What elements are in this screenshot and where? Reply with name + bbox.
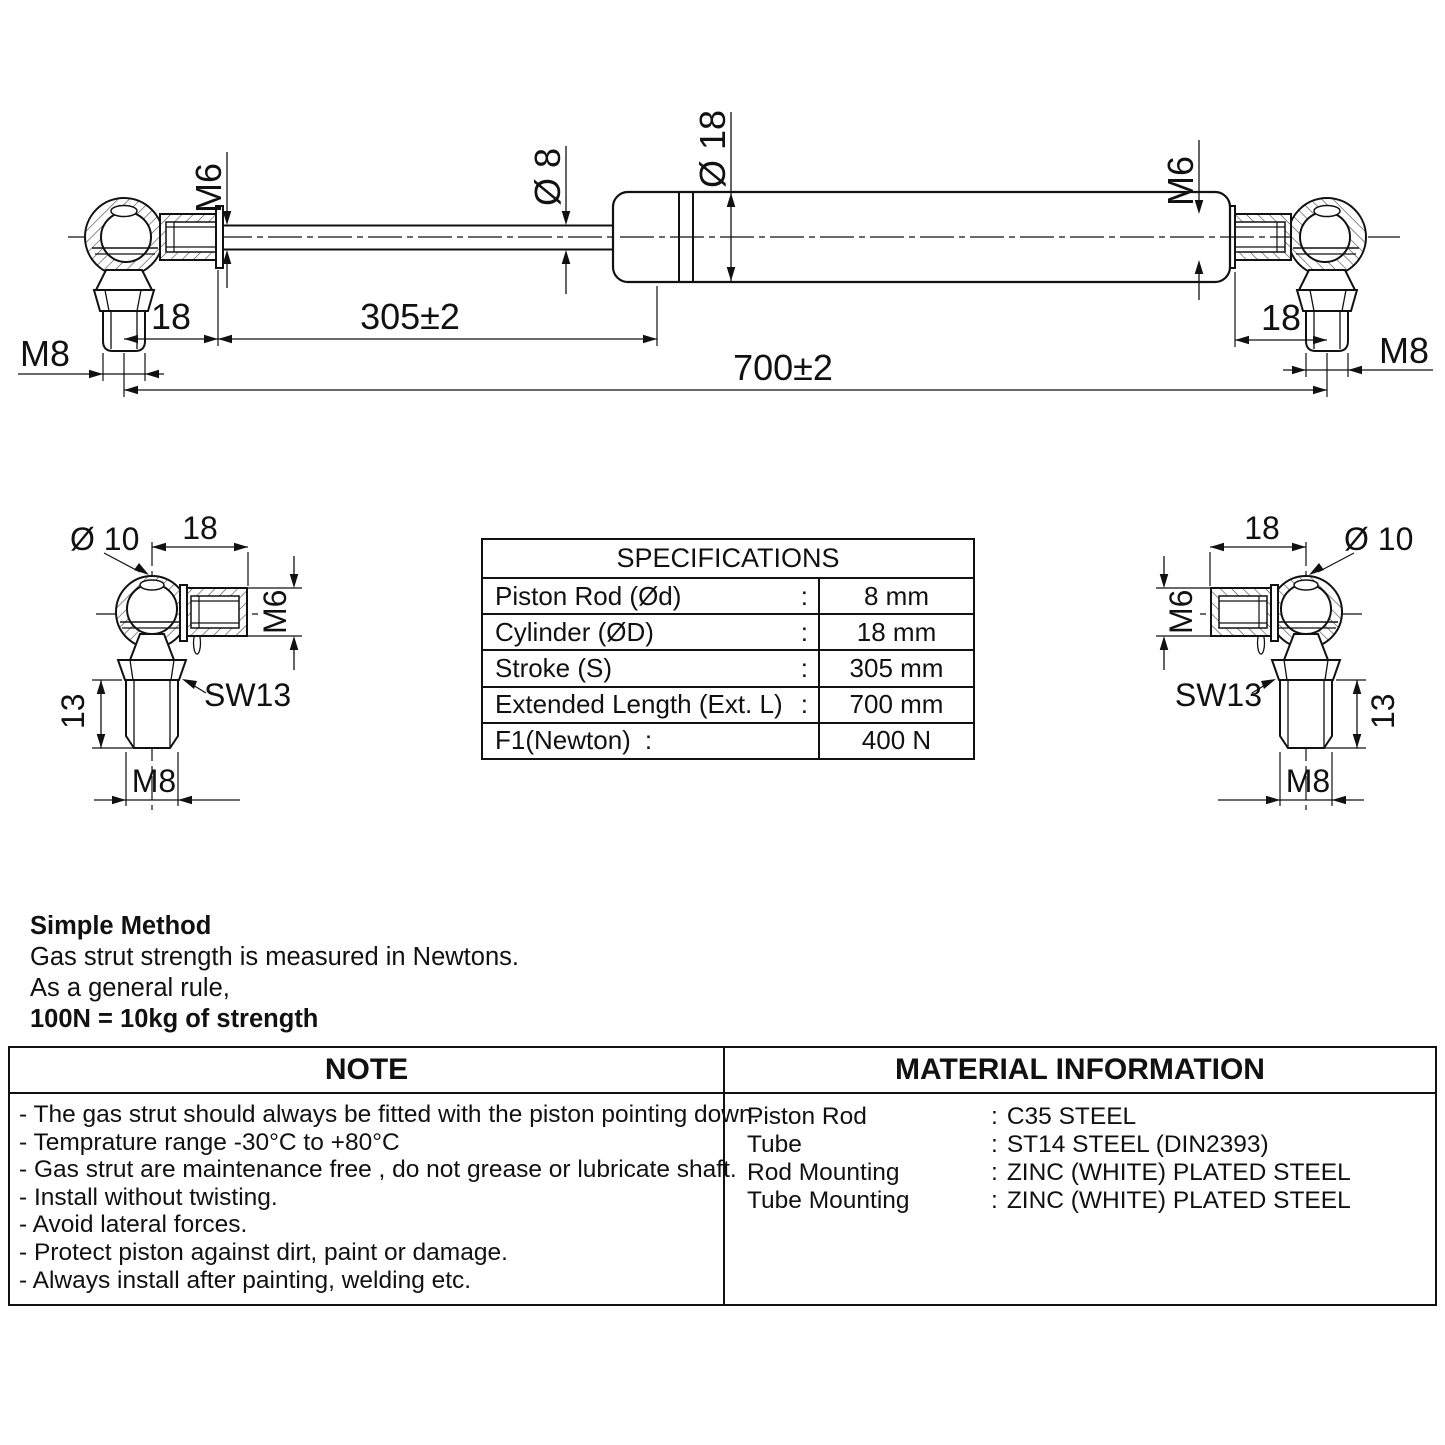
dim-dia18: Ø 18	[692, 109, 733, 188]
specifications-table	[481, 538, 975, 760]
detailR-m6: M6	[1163, 589, 1199, 634]
dim-m8-right: M8	[1379, 330, 1430, 371]
material-separator: :	[991, 1159, 998, 1186]
detailL-m6: M6	[257, 589, 293, 634]
note-title: NOTE	[10, 1048, 725, 1092]
spec-colon: :	[644, 725, 653, 756]
note-item: - The gas strut should always be fitted with the piston pointing down.	[19, 1101, 760, 1128]
dim-stroke: 305±2	[360, 296, 460, 337]
spec-value: 400 N	[861, 725, 932, 756]
material-label: Tube	[747, 1131, 802, 1158]
material-row	[747, 1103, 1435, 1131]
detailR-dia10: Ø 10	[1344, 521, 1414, 557]
simple-method-rule: 100N = 10kg of strength	[30, 1005, 319, 1033]
spec-row-f1-newton	[483, 724, 973, 758]
material-separator: :	[991, 1187, 998, 1214]
spec-row-stroke	[483, 651, 973, 687]
detailR-13: 13	[1365, 693, 1401, 729]
material-label: Tube Mounting	[747, 1187, 910, 1214]
detailR-m8: M8	[1285, 763, 1331, 799]
dim-18-left: 18	[150, 296, 192, 337]
note-material-table	[8, 1046, 1437, 1306]
spec-row-extended-length	[483, 688, 973, 724]
material-row	[747, 1159, 1435, 1187]
detailL-sw13: SW13	[204, 677, 292, 713]
note-item: - Protect piston against dirt, paint or damage.	[19, 1238, 508, 1266]
dim-dia8: Ø 8	[527, 147, 568, 206]
simple-method-heading: Simple Method	[30, 912, 212, 940]
spec-label: Piston Rod (Ød)	[495, 580, 682, 611]
simple-method-line: As a general rule,	[30, 974, 230, 1002]
spec-colon: :	[800, 580, 808, 611]
material-value: C35 STEEL	[1006, 1103, 1137, 1130]
spec-colon: :	[800, 689, 808, 720]
material-value: ST14 STEEL (DIN2393)	[1006, 1131, 1269, 1158]
material-separator: :	[991, 1103, 998, 1130]
simple-method-line: Gas strut strength is measured in Newtons.	[30, 943, 519, 971]
note-item: - Always install after painting, welding etc.	[19, 1266, 472, 1294]
dim-m6-right: M6	[1160, 155, 1201, 206]
spec-value: 700 mm	[849, 689, 944, 720]
material-row	[747, 1187, 1435, 1215]
spec-colon: :	[800, 653, 808, 683]
material-row	[747, 1131, 1435, 1159]
material-value: ZINC (WHITE) PLATED STEEL	[1006, 1187, 1351, 1214]
end-fitting-detail-left	[92, 542, 302, 810]
note-item: - Install without twisting.	[19, 1183, 278, 1211]
note-item: - Gas strut are maintenance free , do not grease or lubricate shaft.	[19, 1156, 737, 1184]
note-list	[10, 1094, 760, 1304]
detailL-m8: M8	[131, 763, 177, 799]
end-fitting-detail-right	[1156, 542, 1366, 810]
spec-label: Stroke (S)	[495, 653, 613, 683]
detailL-18: 18	[182, 510, 218, 546]
material-label: Piston Rod	[747, 1103, 867, 1130]
spec-value: 8 mm	[864, 580, 929, 611]
note-item: - Avoid lateral forces.	[19, 1211, 248, 1239]
spec-label: Cylinder (ØD)	[495, 616, 654, 647]
detailL-13: 13	[55, 693, 91, 729]
material-title: MATERIAL INFORMATION	[895, 1053, 1265, 1086]
dim-18-right: 18	[1260, 297, 1302, 338]
detailR-18: 18	[1244, 510, 1280, 546]
detailR-sw13: SW13	[1174, 677, 1262, 713]
spec-value: 18 mm	[856, 616, 937, 647]
material-label: Rod Mounting	[747, 1159, 900, 1186]
simple-method-block	[30, 911, 519, 1035]
spec-row-piston-rod	[483, 579, 973, 615]
spec-row-cylinder	[483, 615, 973, 651]
spec-table-title: SPECIFICATIONS	[483, 540, 973, 579]
spec-label: F1(Newton)	[495, 725, 631, 756]
material-value: ZINC (WHITE) PLATED STEEL	[1006, 1159, 1351, 1186]
dim-m8-left: M8	[20, 333, 71, 374]
material-list	[725, 1094, 1435, 1304]
dim-total-length: 700±2	[733, 347, 833, 388]
detailL-dia10: Ø 10	[70, 521, 140, 557]
spec-colon: :	[800, 616, 808, 647]
material-separator: :	[991, 1131, 998, 1158]
spec-label: Extended Length (Ext. L)	[495, 689, 783, 720]
dim-m6-left: M6	[188, 162, 229, 213]
spec-value: 305 mm	[849, 653, 944, 683]
note-item: - Temprature range -30°C to +80°C	[19, 1128, 400, 1156]
